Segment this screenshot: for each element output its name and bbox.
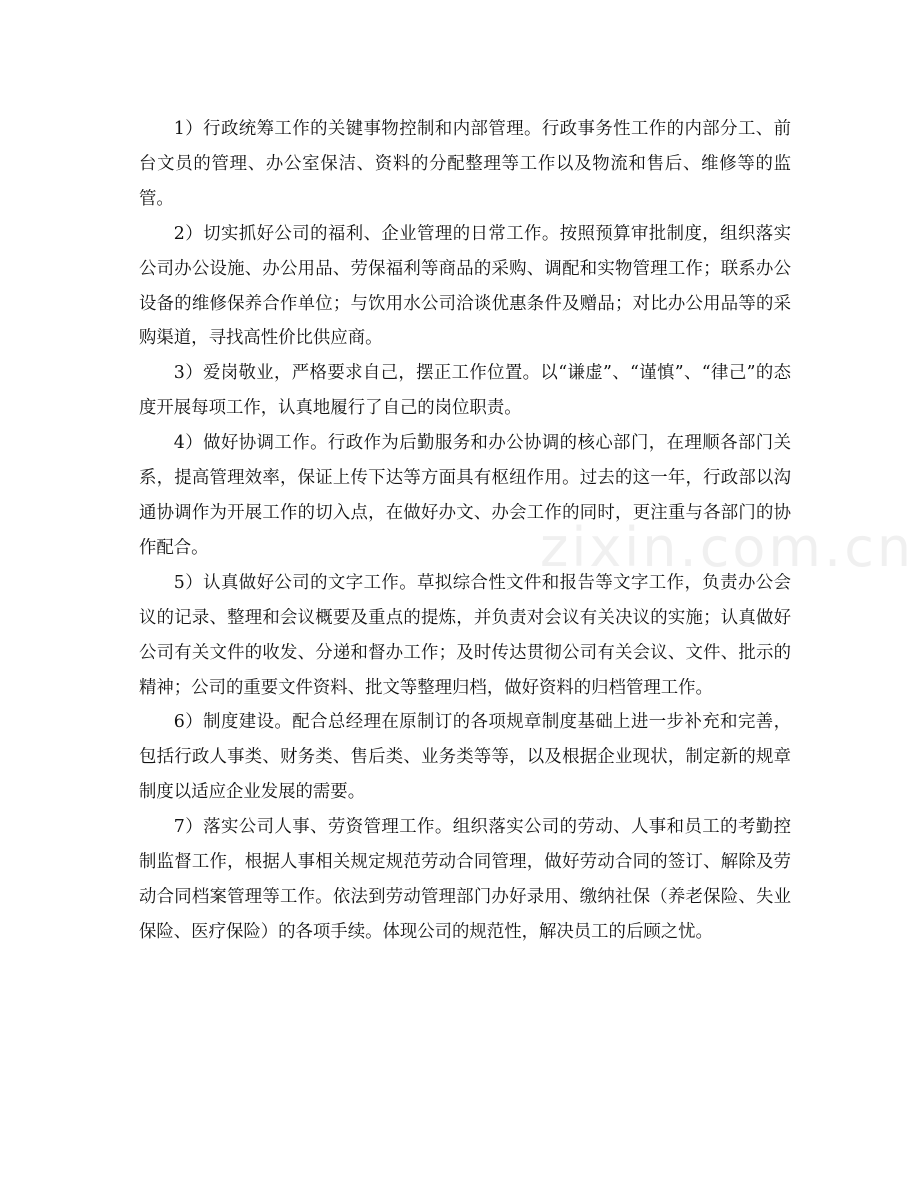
- paragraph-6: 6）制度建设。配合总经理在原制订的各项规章制度基础上进一步补充和完善，包括行政人事类、财务类、售后类、业务类等等，以及根据企业现状，制定新的规章制度以适应企业发展的需要。: [139, 712, 791, 803]
- paragraph-5: 5）认真做好公司的文字工作。草拟综合性文件和报告等文字工作，负责办公会议的记录、整理和会议概要及重点的提炼，并负责对会议有关决议的实施；认真做好公司有关文件的收发、分递和督办工作；及时传达贯彻公司有关会议、文件、批示的精神；公司的重要文件资料、批文等整理归档，做好资料的归档管理工作。: [139, 572, 791, 698]
- watermark: zixin.com.cn: [540, 516, 915, 579]
- paragraph-7: 7）落实公司人事、劳资管理工作。组织落实公司的劳动、人事和员工的考勤控制监督工作，根据人事相关规定规范劳动合同管理，做好劳动合同的签订、解除及劳动合同档案管理等工作。依法到劳动管理部门办好录用、缴纳社保（养老保险、失业保险、医疗保险）的各项手续。体现公司的规范性，解决员工的后顾之忧。: [139, 817, 791, 942]
- paragraph-3: 3）爱岗敬业，严格要求自己，摆正工作位置。以“谦虚”、“谨慎”、“律己”的态度开展每项工作，认真地履行了自己的岗位职责。: [139, 363, 791, 419]
- paragraph-1: 1）行政统筹工作的关键事物控制和内部管理。行政事务性工作的内部分工、前台文员的管理、办公室保洁、资料的分配整理等工作以及物流和售后、维修等的监管。: [139, 119, 791, 209]
- document-body: [139, 112, 791, 950]
- paragraph-2: 2）切实抓好公司的福利、企业管理的日常工作。按照预算审批制度，组织落实公司办公设施、办公用品、劳保福利等商品的采购、调配和实物管理工作；联系办公设备的维修保养合作单位；与饮用水公司洽谈优惠条件及赠品；对比办公用品等的采购渠道，寻找高性价比供应商。: [139, 223, 791, 349]
- paragraph-4: 4）做好协调工作。行政作为后勤服务和办公协调的核心部门，在理顺各部门关系，提高管理效率，保证上传下达等方面具有枢纽作用。过去的这一年，行政部以沟通协调作为开展工作的切入点，在做好办文、办会工作的同时，更注重与各部门的协作配合。: [139, 433, 791, 558]
